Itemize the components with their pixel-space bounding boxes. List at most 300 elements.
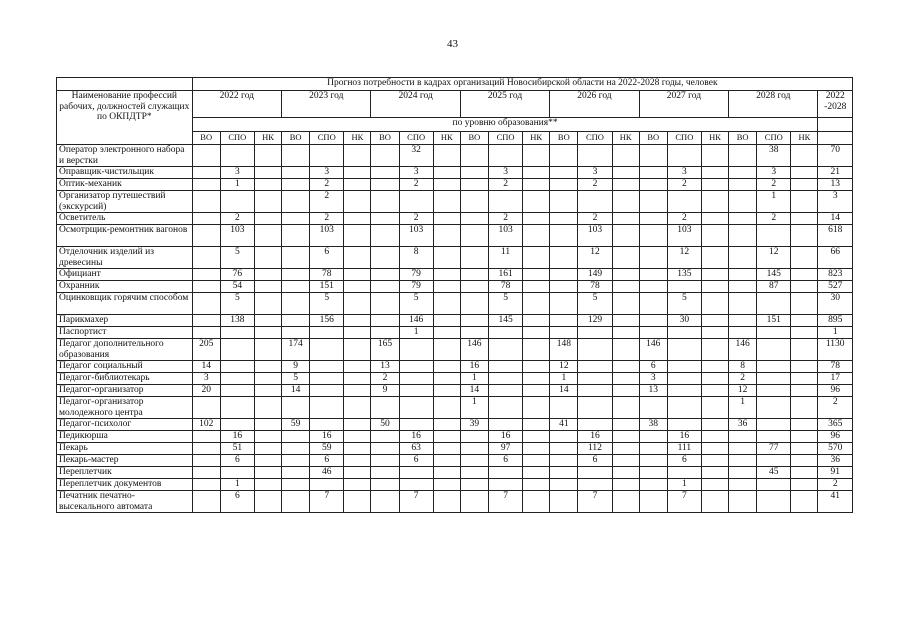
value-cell — [282, 191, 310, 213]
value-cell — [254, 443, 281, 455]
value-cell — [399, 373, 433, 385]
value-cell — [550, 431, 578, 443]
value-cell — [729, 467, 757, 479]
value-cell — [488, 479, 522, 491]
value-cell — [488, 373, 522, 385]
value-cell — [192, 315, 220, 327]
profession-name: Охранник — [57, 281, 193, 293]
value-cell — [523, 455, 550, 467]
value-cell — [254, 397, 281, 419]
total-cell: 895 — [818, 315, 853, 327]
value-cell — [399, 467, 433, 479]
value-cell — [460, 145, 488, 167]
value-cell — [220, 339, 254, 361]
value-cell — [523, 361, 550, 373]
value-cell — [791, 491, 818, 513]
value-cell — [667, 339, 701, 361]
level-label: НК — [254, 132, 281, 145]
value-cell — [433, 191, 460, 213]
value-cell — [523, 167, 550, 179]
profession-name: Оцинковщик горячим способом — [57, 293, 193, 315]
value-cell: 148 — [550, 339, 578, 361]
table-row — [57, 281, 853, 293]
value-cell — [729, 431, 757, 443]
value-cell: 6 — [639, 361, 667, 373]
value-cell — [757, 361, 791, 373]
value-cell — [433, 269, 460, 281]
value-cell — [460, 327, 488, 339]
value-cell — [371, 455, 399, 467]
year-header: 2026 год — [550, 91, 639, 118]
value-cell — [791, 145, 818, 167]
total-cell: 2 — [818, 397, 853, 419]
value-cell — [344, 419, 371, 431]
value-cell — [488, 419, 522, 431]
value-cell — [192, 479, 220, 491]
year-header: 2023 год — [282, 91, 371, 118]
table-row — [57, 247, 853, 269]
value-cell: 1 — [757, 191, 791, 213]
value-cell: 2 — [757, 179, 791, 191]
value-cell — [344, 339, 371, 361]
value-cell — [254, 467, 281, 479]
level-label: ВО — [371, 132, 399, 145]
level-label: СПО — [488, 132, 522, 145]
value-cell — [220, 145, 254, 167]
page-number: 43 — [447, 38, 458, 50]
value-cell — [523, 315, 550, 327]
value-cell — [282, 467, 310, 479]
value-cell: 3 — [399, 167, 433, 179]
total-cell: 3 — [818, 191, 853, 213]
value-cell: 2 — [578, 213, 612, 225]
value-cell: 12 — [578, 247, 612, 269]
value-cell: 6 — [220, 455, 254, 467]
value-cell: 14 — [192, 361, 220, 373]
value-cell — [612, 145, 639, 167]
value-cell — [791, 327, 818, 339]
value-cell — [578, 145, 612, 167]
value-cell — [757, 293, 791, 315]
value-cell — [460, 467, 488, 479]
profession-name: Педагог-библиотекарь — [57, 373, 193, 385]
value-cell — [791, 191, 818, 213]
value-cell: 78 — [488, 281, 522, 293]
value-cell — [192, 491, 220, 513]
value-cell — [701, 373, 728, 385]
value-cell — [612, 269, 639, 281]
level-label: НК — [344, 132, 371, 145]
value-cell — [433, 213, 460, 225]
value-cell — [254, 167, 281, 179]
value-cell: 51 — [220, 443, 254, 455]
value-cell — [192, 293, 220, 315]
value-cell — [460, 269, 488, 281]
total-cell: 1 — [818, 327, 853, 339]
value-cell: 2 — [578, 179, 612, 191]
profession-name: Парикмахер — [57, 315, 193, 327]
value-cell — [344, 467, 371, 479]
value-cell — [344, 293, 371, 315]
value-cell — [612, 315, 639, 327]
value-cell — [701, 479, 728, 491]
value-cell — [344, 455, 371, 467]
value-cell — [460, 167, 488, 179]
value-cell — [523, 327, 550, 339]
value-cell: 5 — [282, 373, 310, 385]
value-cell: 5 — [310, 293, 344, 315]
value-cell — [254, 455, 281, 467]
value-cell: 16 — [578, 431, 612, 443]
profession-name: Печатник печатно-высекального автомата — [57, 491, 193, 513]
value-cell — [523, 213, 550, 225]
value-cell: 151 — [757, 315, 791, 327]
value-cell — [757, 491, 791, 513]
value-cell — [729, 213, 757, 225]
value-cell — [550, 491, 578, 513]
value-cell — [310, 327, 344, 339]
total-cell: 41 — [818, 491, 853, 513]
total-cell: 96 — [818, 431, 853, 443]
value-cell — [192, 455, 220, 467]
table-row — [57, 315, 853, 327]
profession-name: Педагог-организатор — [57, 385, 193, 397]
year-header: 2027 год — [639, 91, 728, 118]
value-cell — [578, 339, 612, 361]
value-cell: 1 — [399, 327, 433, 339]
value-cell — [254, 419, 281, 431]
year-header: 2025 год — [460, 91, 549, 118]
value-cell — [701, 419, 728, 431]
value-cell — [612, 179, 639, 191]
value-cell — [460, 479, 488, 491]
value-cell — [701, 213, 728, 225]
value-cell — [310, 419, 344, 431]
value-cell — [550, 191, 578, 213]
value-cell: 50 — [371, 419, 399, 431]
value-cell: 145 — [488, 315, 522, 327]
value-cell — [701, 385, 728, 397]
value-cell — [791, 179, 818, 191]
value-cell: 16 — [667, 431, 701, 443]
value-cell: 146 — [729, 339, 757, 361]
value-cell — [371, 225, 399, 247]
value-cell — [344, 179, 371, 191]
total-cell: 618 — [818, 225, 853, 247]
value-cell — [220, 327, 254, 339]
value-cell — [282, 397, 310, 419]
value-cell: 2 — [310, 191, 344, 213]
value-cell — [192, 167, 220, 179]
value-cell — [282, 179, 310, 191]
profession-name: Переплетчик документов — [57, 479, 193, 491]
value-cell — [701, 179, 728, 191]
value-cell — [371, 167, 399, 179]
value-cell — [460, 225, 488, 247]
value-cell — [550, 479, 578, 491]
value-cell — [310, 361, 344, 373]
value-cell: 165 — [371, 339, 399, 361]
value-cell — [729, 179, 757, 191]
value-cell: 13 — [639, 385, 667, 397]
value-cell — [578, 467, 612, 479]
value-cell: 79 — [399, 281, 433, 293]
value-cell — [791, 467, 818, 479]
value-cell: 3 — [310, 167, 344, 179]
value-cell — [791, 373, 818, 385]
value-cell: 9 — [282, 361, 310, 373]
value-cell — [192, 213, 220, 225]
value-cell: 151 — [310, 281, 344, 293]
value-cell: 7 — [667, 491, 701, 513]
value-cell — [282, 167, 310, 179]
value-cell — [344, 281, 371, 293]
value-cell — [701, 339, 728, 361]
value-cell — [550, 315, 578, 327]
table-row — [57, 269, 853, 281]
profession-name: Пекарь-мастер — [57, 455, 193, 467]
value-cell: 1 — [729, 397, 757, 419]
value-cell — [399, 361, 433, 373]
value-cell — [344, 315, 371, 327]
value-cell — [550, 455, 578, 467]
value-cell — [433, 431, 460, 443]
value-cell: 54 — [220, 281, 254, 293]
value-cell: 16 — [399, 431, 433, 443]
value-cell: 38 — [757, 145, 791, 167]
value-cell: 7 — [488, 491, 522, 513]
value-cell: 13 — [371, 361, 399, 373]
value-cell — [701, 397, 728, 419]
profession-name: Оправщик-чистильщик — [57, 167, 193, 179]
value-cell — [399, 339, 433, 361]
value-cell — [433, 167, 460, 179]
value-cell — [729, 269, 757, 281]
value-cell — [612, 385, 639, 397]
value-cell — [550, 269, 578, 281]
level-label: ВО — [460, 132, 488, 145]
value-cell — [523, 247, 550, 269]
value-cell — [612, 431, 639, 443]
value-cell — [639, 269, 667, 281]
value-cell — [371, 281, 399, 293]
value-cell — [254, 213, 281, 225]
value-cell: 1 — [667, 479, 701, 491]
value-cell — [701, 191, 728, 213]
value-cell — [523, 491, 550, 513]
value-cell — [639, 455, 667, 467]
value-cell — [460, 213, 488, 225]
value-cell — [701, 431, 728, 443]
value-cell — [254, 145, 281, 167]
value-cell — [639, 443, 667, 455]
value-cell — [523, 269, 550, 281]
value-cell: 3 — [220, 167, 254, 179]
value-cell — [639, 431, 667, 443]
total-cell: 66 — [818, 247, 853, 269]
value-cell — [667, 361, 701, 373]
forecast-table — [56, 77, 853, 513]
value-cell — [399, 191, 433, 213]
value-cell — [433, 491, 460, 513]
value-cell — [701, 225, 728, 247]
value-cell — [523, 191, 550, 213]
value-cell: 103 — [667, 225, 701, 247]
value-cell — [220, 467, 254, 479]
value-cell: 32 — [399, 145, 433, 167]
value-cell: 79 — [399, 269, 433, 281]
value-cell — [667, 397, 701, 419]
value-cell — [523, 293, 550, 315]
value-cell: 2 — [399, 179, 433, 191]
value-cell: 38 — [639, 419, 667, 431]
value-cell: 6 — [220, 491, 254, 513]
value-cell — [550, 145, 578, 167]
value-cell — [310, 339, 344, 361]
value-cell — [344, 327, 371, 339]
level-label: НК — [433, 132, 460, 145]
value-cell — [488, 397, 522, 419]
value-cell — [729, 327, 757, 339]
value-cell — [220, 361, 254, 373]
value-cell — [192, 327, 220, 339]
value-cell — [488, 327, 522, 339]
value-cell — [282, 443, 310, 455]
profession-name: Педагог социальный — [57, 361, 193, 373]
value-cell — [344, 431, 371, 443]
value-cell — [612, 339, 639, 361]
value-cell: 146 — [639, 339, 667, 361]
value-cell — [344, 385, 371, 397]
value-cell — [550, 225, 578, 247]
value-cell — [523, 443, 550, 455]
level-label: СПО — [667, 132, 701, 145]
table-row — [57, 431, 853, 443]
value-cell: 112 — [578, 443, 612, 455]
total-cell: 91 — [818, 467, 853, 479]
level-label: ВО — [729, 132, 757, 145]
value-cell — [523, 397, 550, 419]
value-cell — [488, 467, 522, 479]
value-cell — [639, 281, 667, 293]
value-cell: 16 — [488, 431, 522, 443]
value-cell — [344, 247, 371, 269]
value-cell — [701, 247, 728, 269]
value-cell — [399, 419, 433, 431]
table-row — [57, 419, 853, 431]
level-label: СПО — [310, 132, 344, 145]
value-cell — [523, 225, 550, 247]
value-cell — [578, 361, 612, 373]
value-cell — [791, 431, 818, 443]
value-cell — [667, 373, 701, 385]
value-cell — [371, 179, 399, 191]
value-cell — [192, 467, 220, 479]
table-row — [57, 293, 853, 315]
value-cell — [791, 281, 818, 293]
value-cell — [701, 455, 728, 467]
table-row — [57, 327, 853, 339]
value-cell — [612, 479, 639, 491]
value-cell — [729, 455, 757, 467]
value-cell: 16 — [220, 431, 254, 443]
value-cell — [220, 397, 254, 419]
value-cell — [791, 385, 818, 397]
value-cell — [612, 443, 639, 455]
value-cell — [433, 385, 460, 397]
value-cell — [254, 431, 281, 443]
value-cell — [254, 339, 281, 361]
table-row — [57, 373, 853, 385]
value-cell: 7 — [399, 491, 433, 513]
value-cell — [310, 373, 344, 385]
total-cell: 30 — [818, 293, 853, 315]
value-cell — [310, 385, 344, 397]
profession-name: Паспортист — [57, 327, 193, 339]
year-header: 2022 год — [192, 91, 281, 118]
level-label: СПО — [578, 132, 612, 145]
value-cell: 12 — [550, 361, 578, 373]
value-cell — [254, 225, 281, 247]
value-cell — [791, 443, 818, 455]
value-cell: 78 — [310, 269, 344, 281]
level-label: НК — [791, 132, 818, 145]
table-row — [57, 361, 853, 373]
value-cell — [488, 385, 522, 397]
value-cell — [344, 491, 371, 513]
value-cell — [550, 167, 578, 179]
total-cell: 21 — [818, 167, 853, 179]
value-cell — [612, 373, 639, 385]
value-cell — [578, 385, 612, 397]
table-row — [57, 443, 853, 455]
value-cell: 12 — [667, 247, 701, 269]
value-cell — [344, 479, 371, 491]
value-cell: 205 — [192, 339, 220, 361]
value-cell — [757, 339, 791, 361]
value-cell — [433, 145, 460, 167]
value-cell — [433, 315, 460, 327]
value-cell — [433, 467, 460, 479]
value-cell — [757, 431, 791, 443]
total-cell: 14 — [818, 213, 853, 225]
value-cell — [254, 327, 281, 339]
value-cell — [550, 327, 578, 339]
value-cell — [399, 397, 433, 419]
profession-name: Осветитель — [57, 213, 193, 225]
value-cell: 78 — [578, 281, 612, 293]
value-cell — [550, 247, 578, 269]
value-cell — [433, 419, 460, 431]
value-cell — [282, 145, 310, 167]
table-row — [57, 455, 853, 467]
value-cell — [192, 179, 220, 191]
value-cell — [192, 269, 220, 281]
value-cell — [488, 145, 522, 167]
year-header: 2024 год — [371, 91, 460, 118]
value-cell — [729, 491, 757, 513]
value-cell: 3 — [488, 167, 522, 179]
value-cell: 1 — [460, 397, 488, 419]
value-cell — [433, 373, 460, 385]
value-cell: 103 — [578, 225, 612, 247]
total-cell: 570 — [818, 443, 853, 455]
value-cell: 8 — [399, 247, 433, 269]
value-cell: 63 — [399, 443, 433, 455]
value-cell: 3 — [578, 167, 612, 179]
value-cell — [254, 179, 281, 191]
value-cell — [282, 431, 310, 443]
